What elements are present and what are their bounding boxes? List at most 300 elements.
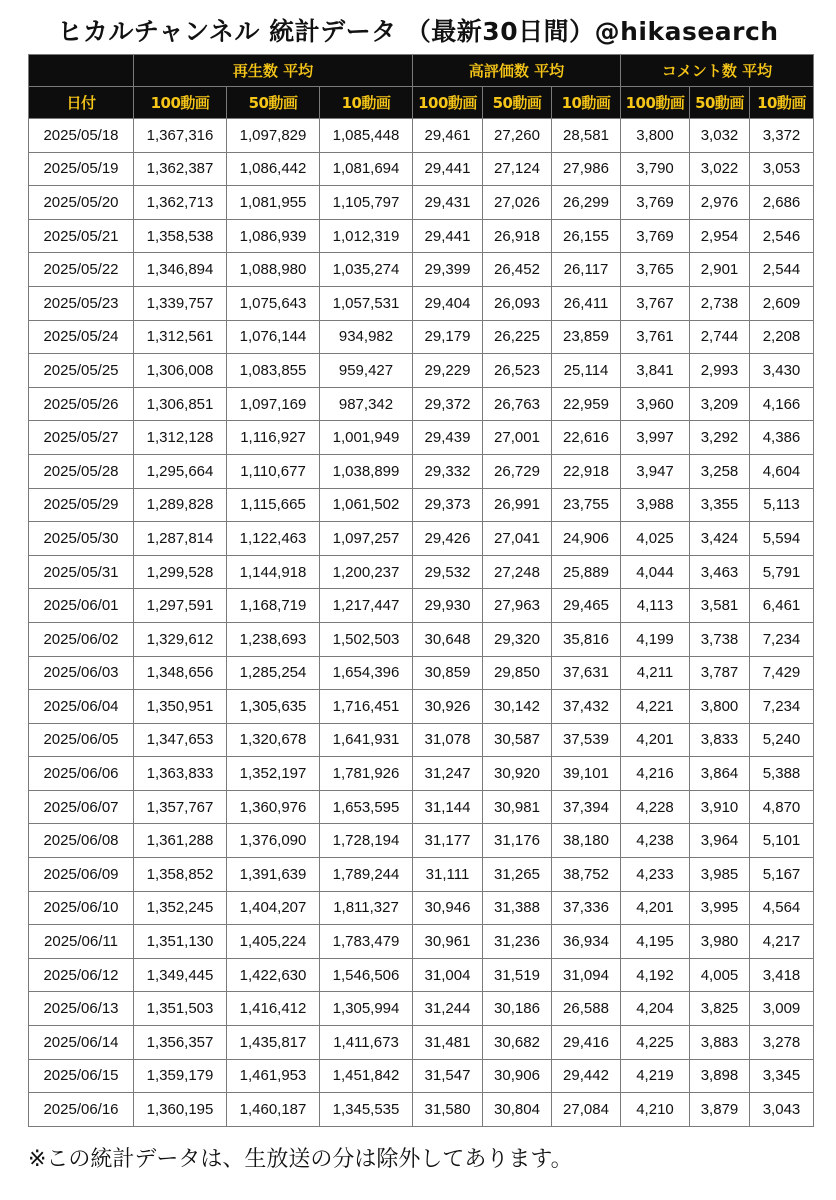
header-likes-10: 10動画 — [552, 87, 621, 119]
cell-comments-100: 4,199 — [621, 622, 690, 656]
cell-likes-100: 29,441 — [413, 219, 483, 253]
cell-likes-100: 31,144 — [413, 790, 483, 824]
cell-date: 2025/06/01 — [29, 589, 134, 623]
cell-views-10: 1,001,949 — [320, 421, 413, 455]
header-blank-cell — [29, 55, 134, 87]
cell-views-10: 1,305,994 — [320, 992, 413, 1026]
cell-views-10: 1,811,327 — [320, 891, 413, 925]
header-group-row — [29, 55, 814, 87]
cell-comments-10: 5,167 — [750, 858, 814, 892]
cell-views-50: 1,083,855 — [227, 354, 320, 388]
cell-comments-10: 3,053 — [750, 152, 814, 186]
cell-likes-10: 28,581 — [552, 119, 621, 153]
table-row — [29, 286, 814, 320]
table-row — [29, 891, 814, 925]
cell-likes-100: 29,532 — [413, 555, 483, 589]
cell-likes-10: 22,918 — [552, 454, 621, 488]
cell-likes-10: 26,299 — [552, 186, 621, 220]
cell-date: 2025/06/09 — [29, 858, 134, 892]
cell-date: 2025/06/04 — [29, 690, 134, 724]
cell-date: 2025/06/06 — [29, 757, 134, 791]
cell-views-100: 1,362,387 — [134, 152, 227, 186]
cell-likes-100: 29,431 — [413, 186, 483, 220]
cell-views-50: 1,285,254 — [227, 656, 320, 690]
table-row — [29, 152, 814, 186]
cell-date: 2025/05/21 — [29, 219, 134, 253]
cell-views-10: 987,342 — [320, 387, 413, 421]
table-row — [29, 757, 814, 791]
cell-date: 2025/06/16 — [29, 1093, 134, 1127]
cell-likes-10: 38,752 — [552, 858, 621, 892]
cell-date: 2025/05/24 — [29, 320, 134, 354]
cell-views-50: 1,110,677 — [227, 454, 320, 488]
cell-views-100: 1,367,316 — [134, 119, 227, 153]
cell-comments-100: 3,790 — [621, 152, 690, 186]
cell-likes-100: 29,332 — [413, 454, 483, 488]
cell-comments-100: 4,201 — [621, 891, 690, 925]
cell-comments-10: 3,278 — [750, 1026, 814, 1060]
cell-comments-100: 4,195 — [621, 925, 690, 959]
header-views-50: 50動画 — [227, 87, 320, 119]
cell-comments-50: 3,883 — [690, 1026, 750, 1060]
cell-comments-50: 3,898 — [690, 1059, 750, 1093]
cell-likes-10: 23,755 — [552, 488, 621, 522]
cell-comments-50: 3,985 — [690, 858, 750, 892]
cell-comments-100: 4,044 — [621, 555, 690, 589]
cell-comments-50: 2,901 — [690, 253, 750, 287]
cell-comments-50: 2,976 — [690, 186, 750, 220]
cell-likes-10: 37,539 — [552, 723, 621, 757]
cell-views-100: 1,350,951 — [134, 690, 227, 724]
cell-comments-100: 4,025 — [621, 522, 690, 556]
cell-likes-50: 30,981 — [483, 790, 552, 824]
cell-likes-50: 27,260 — [483, 119, 552, 153]
cell-views-50: 1,416,412 — [227, 992, 320, 1026]
cell-views-100: 1,358,538 — [134, 219, 227, 253]
cell-comments-100: 4,210 — [621, 1093, 690, 1127]
cell-comments-10: 7,234 — [750, 622, 814, 656]
cell-views-50: 1,088,980 — [227, 253, 320, 287]
table-row — [29, 690, 814, 724]
cell-comments-10: 7,234 — [750, 690, 814, 724]
cell-comments-50: 3,463 — [690, 555, 750, 589]
cell-views-100: 1,306,008 — [134, 354, 227, 388]
cell-likes-10: 39,101 — [552, 757, 621, 791]
cell-comments-100: 4,216 — [621, 757, 690, 791]
cell-comments-50: 2,993 — [690, 354, 750, 388]
cell-date: 2025/05/18 — [29, 119, 134, 153]
cell-comments-50: 3,209 — [690, 387, 750, 421]
cell-views-50: 1,076,144 — [227, 320, 320, 354]
cell-views-50: 1,320,678 — [227, 723, 320, 757]
cell-likes-50: 26,093 — [483, 286, 552, 320]
cell-likes-10: 31,094 — [552, 958, 621, 992]
cell-views-50: 1,391,639 — [227, 858, 320, 892]
table-row — [29, 589, 814, 623]
cell-views-10: 1,035,274 — [320, 253, 413, 287]
cell-comments-10: 3,372 — [750, 119, 814, 153]
table-row — [29, 1093, 814, 1127]
cell-likes-10: 22,959 — [552, 387, 621, 421]
cell-views-10: 1,789,244 — [320, 858, 413, 892]
cell-comments-10: 4,564 — [750, 891, 814, 925]
cell-views-10: 1,057,531 — [320, 286, 413, 320]
table-row — [29, 992, 814, 1026]
cell-likes-100: 29,372 — [413, 387, 483, 421]
cell-date: 2025/06/03 — [29, 656, 134, 690]
cell-likes-50: 31,388 — [483, 891, 552, 925]
table-row — [29, 387, 814, 421]
cell-views-10: 1,038,899 — [320, 454, 413, 488]
table-row — [29, 522, 814, 556]
cell-comments-10: 2,208 — [750, 320, 814, 354]
header-likes-50: 50動画 — [483, 87, 552, 119]
cell-views-10: 1,345,535 — [320, 1093, 413, 1127]
cell-likes-50: 29,320 — [483, 622, 552, 656]
cell-likes-50: 31,519 — [483, 958, 552, 992]
cell-comments-100: 4,192 — [621, 958, 690, 992]
cell-likes-50: 30,682 — [483, 1026, 552, 1060]
cell-views-10: 1,085,448 — [320, 119, 413, 153]
cell-views-50: 1,461,953 — [227, 1059, 320, 1093]
cell-comments-50: 3,995 — [690, 891, 750, 925]
table-row — [29, 320, 814, 354]
cell-likes-50: 26,763 — [483, 387, 552, 421]
cell-comments-100: 4,225 — [621, 1026, 690, 1060]
cell-comments-10: 4,386 — [750, 421, 814, 455]
cell-views-100: 1,299,528 — [134, 555, 227, 589]
cell-likes-10: 25,889 — [552, 555, 621, 589]
cell-comments-100: 3,769 — [621, 186, 690, 220]
cell-views-10: 1,654,396 — [320, 656, 413, 690]
cell-comments-100: 4,201 — [621, 723, 690, 757]
cell-views-50: 1,081,955 — [227, 186, 320, 220]
table-row — [29, 421, 814, 455]
cell-comments-10: 5,594 — [750, 522, 814, 556]
cell-comments-50: 3,980 — [690, 925, 750, 959]
cell-date: 2025/05/23 — [29, 286, 134, 320]
cell-comments-50: 3,032 — [690, 119, 750, 153]
cell-likes-50: 30,587 — [483, 723, 552, 757]
header-sub-row — [29, 87, 814, 119]
cell-comments-10: 2,544 — [750, 253, 814, 287]
cell-likes-50: 27,963 — [483, 589, 552, 623]
cell-comments-10: 3,430 — [750, 354, 814, 388]
cell-views-10: 1,728,194 — [320, 824, 413, 858]
cell-comments-50: 3,864 — [690, 757, 750, 791]
cell-likes-100: 29,426 — [413, 522, 483, 556]
table-row — [29, 119, 814, 153]
cell-comments-50: 3,581 — [690, 589, 750, 623]
cell-likes-10: 35,816 — [552, 622, 621, 656]
cell-comments-100: 4,221 — [621, 690, 690, 724]
cell-likes-10: 22,616 — [552, 421, 621, 455]
cell-likes-100: 29,930 — [413, 589, 483, 623]
cell-comments-10: 2,686 — [750, 186, 814, 220]
cell-likes-100: 31,004 — [413, 958, 483, 992]
cell-date: 2025/06/12 — [29, 958, 134, 992]
header-group-views: 再生数 平均 — [134, 55, 413, 87]
cell-likes-100: 29,179 — [413, 320, 483, 354]
cell-views-10: 1,781,926 — [320, 757, 413, 791]
table-row — [29, 253, 814, 287]
cell-comments-10: 4,166 — [750, 387, 814, 421]
cell-likes-50: 27,248 — [483, 555, 552, 589]
cell-likes-50: 31,236 — [483, 925, 552, 959]
cell-likes-10: 37,631 — [552, 656, 621, 690]
cell-views-100: 1,351,503 — [134, 992, 227, 1026]
cell-views-100: 1,363,833 — [134, 757, 227, 791]
cell-date: 2025/05/31 — [29, 555, 134, 589]
table-row — [29, 858, 814, 892]
cell-views-100: 1,347,653 — [134, 723, 227, 757]
cell-date: 2025/06/13 — [29, 992, 134, 1026]
cell-likes-10: 38,180 — [552, 824, 621, 858]
cell-comments-50: 3,910 — [690, 790, 750, 824]
cell-views-10: 959,427 — [320, 354, 413, 388]
cell-views-50: 1,168,719 — [227, 589, 320, 623]
cell-comments-50: 3,258 — [690, 454, 750, 488]
cell-date: 2025/05/20 — [29, 186, 134, 220]
cell-likes-10: 26,588 — [552, 992, 621, 1026]
cell-comments-100: 4,204 — [621, 992, 690, 1026]
cell-views-50: 1,404,207 — [227, 891, 320, 925]
cell-comments-100: 3,761 — [621, 320, 690, 354]
header-group-comments: コメント数 平均 — [621, 55, 814, 87]
cell-comments-100: 4,228 — [621, 790, 690, 824]
cell-comments-100: 3,997 — [621, 421, 690, 455]
cell-comments-100: 4,219 — [621, 1059, 690, 1093]
cell-comments-10: 5,113 — [750, 488, 814, 522]
cell-views-50: 1,352,197 — [227, 757, 320, 791]
cell-likes-100: 30,961 — [413, 925, 483, 959]
cell-views-100: 1,297,591 — [134, 589, 227, 623]
cell-likes-100: 29,373 — [413, 488, 483, 522]
cell-comments-10: 3,043 — [750, 1093, 814, 1127]
cell-likes-100: 31,111 — [413, 858, 483, 892]
cell-comments-10: 2,609 — [750, 286, 814, 320]
cell-views-50: 1,435,817 — [227, 1026, 320, 1060]
cell-date: 2025/05/22 — [29, 253, 134, 287]
cell-likes-50: 27,041 — [483, 522, 552, 556]
cell-views-100: 1,351,130 — [134, 925, 227, 959]
cell-likes-100: 31,244 — [413, 992, 483, 1026]
cell-comments-10: 5,240 — [750, 723, 814, 757]
cell-views-10: 1,061,502 — [320, 488, 413, 522]
cell-likes-100: 29,404 — [413, 286, 483, 320]
cell-views-10: 934,982 — [320, 320, 413, 354]
cell-comments-100: 4,233 — [621, 858, 690, 892]
cell-views-100: 1,358,852 — [134, 858, 227, 892]
cell-views-10: 1,411,673 — [320, 1026, 413, 1060]
cell-comments-100: 3,769 — [621, 219, 690, 253]
cell-likes-100: 31,177 — [413, 824, 483, 858]
cell-views-100: 1,289,828 — [134, 488, 227, 522]
cell-comments-10: 3,345 — [750, 1059, 814, 1093]
cell-comments-100: 4,211 — [621, 656, 690, 690]
cell-comments-10: 6,461 — [750, 589, 814, 623]
cell-likes-10: 27,084 — [552, 1093, 621, 1127]
cell-comments-50: 3,787 — [690, 656, 750, 690]
cell-views-10: 1,105,797 — [320, 186, 413, 220]
cell-comments-50: 3,738 — [690, 622, 750, 656]
cell-comments-10: 4,870 — [750, 790, 814, 824]
cell-likes-50: 26,918 — [483, 219, 552, 253]
cell-date: 2025/06/10 — [29, 891, 134, 925]
cell-comments-100: 3,800 — [621, 119, 690, 153]
cell-likes-10: 37,336 — [552, 891, 621, 925]
cell-views-100: 1,295,664 — [134, 454, 227, 488]
cell-views-10: 1,217,447 — [320, 589, 413, 623]
cell-comments-10: 5,101 — [750, 824, 814, 858]
cell-views-100: 1,339,757 — [134, 286, 227, 320]
cell-likes-50: 26,452 — [483, 253, 552, 287]
cell-date: 2025/06/07 — [29, 790, 134, 824]
cell-views-10: 1,502,503 — [320, 622, 413, 656]
cell-date: 2025/05/19 — [29, 152, 134, 186]
cell-views-10: 1,783,479 — [320, 925, 413, 959]
table-row — [29, 354, 814, 388]
cell-views-50: 1,305,635 — [227, 690, 320, 724]
table-row — [29, 1026, 814, 1060]
cell-views-50: 1,075,643 — [227, 286, 320, 320]
cell-views-50: 1,122,463 — [227, 522, 320, 556]
cell-views-100: 1,312,561 — [134, 320, 227, 354]
cell-views-10: 1,653,595 — [320, 790, 413, 824]
cell-likes-10: 37,432 — [552, 690, 621, 724]
cell-likes-100: 29,399 — [413, 253, 483, 287]
cell-likes-50: 30,142 — [483, 690, 552, 724]
cell-date: 2025/05/27 — [29, 421, 134, 455]
cell-likes-100: 29,461 — [413, 119, 483, 153]
cell-comments-50: 2,954 — [690, 219, 750, 253]
cell-likes-50: 27,026 — [483, 186, 552, 220]
cell-views-50: 1,115,665 — [227, 488, 320, 522]
cell-date: 2025/05/26 — [29, 387, 134, 421]
cell-comments-100: 3,767 — [621, 286, 690, 320]
cell-views-50: 1,422,630 — [227, 958, 320, 992]
cell-likes-50: 30,804 — [483, 1093, 552, 1127]
cell-views-100: 1,346,894 — [134, 253, 227, 287]
cell-comments-10: 3,418 — [750, 958, 814, 992]
stats-table — [28, 54, 814, 1127]
cell-likes-50: 26,991 — [483, 488, 552, 522]
cell-date: 2025/05/28 — [29, 454, 134, 488]
cell-views-50: 1,116,927 — [227, 421, 320, 455]
table-row — [29, 723, 814, 757]
cell-likes-10: 29,416 — [552, 1026, 621, 1060]
header-views-100: 100動画 — [134, 87, 227, 119]
cell-likes-50: 31,176 — [483, 824, 552, 858]
table-row — [29, 622, 814, 656]
cell-views-50: 1,405,224 — [227, 925, 320, 959]
cell-likes-100: 29,441 — [413, 152, 483, 186]
cell-views-50: 1,460,187 — [227, 1093, 320, 1127]
cell-likes-50: 26,225 — [483, 320, 552, 354]
table-row — [29, 1059, 814, 1093]
cell-views-50: 1,086,939 — [227, 219, 320, 253]
cell-views-50: 1,097,829 — [227, 119, 320, 153]
cell-views-100: 1,352,245 — [134, 891, 227, 925]
cell-likes-100: 30,859 — [413, 656, 483, 690]
cell-date: 2025/06/02 — [29, 622, 134, 656]
table-row — [29, 790, 814, 824]
cell-comments-10: 4,217 — [750, 925, 814, 959]
table-header — [29, 55, 814, 119]
cell-likes-10: 29,442 — [552, 1059, 621, 1093]
cell-likes-10: 26,155 — [552, 219, 621, 253]
cell-likes-50: 26,523 — [483, 354, 552, 388]
cell-views-100: 1,357,767 — [134, 790, 227, 824]
cell-comments-50: 3,424 — [690, 522, 750, 556]
cell-views-50: 1,086,442 — [227, 152, 320, 186]
cell-comments-10: 2,546 — [750, 219, 814, 253]
cell-date: 2025/05/30 — [29, 522, 134, 556]
page-title: ヒカルチャンネル 統計データ （最新30日間）@hikasearch — [57, 17, 779, 46]
cell-comments-10: 5,791 — [750, 555, 814, 589]
cell-comments-50: 3,964 — [690, 824, 750, 858]
cell-comments-100: 3,988 — [621, 488, 690, 522]
cell-likes-100: 29,229 — [413, 354, 483, 388]
cell-comments-50: 3,825 — [690, 992, 750, 1026]
cell-likes-10: 37,394 — [552, 790, 621, 824]
cell-date: 2025/06/14 — [29, 1026, 134, 1060]
table-row — [29, 656, 814, 690]
cell-views-10: 1,097,257 — [320, 522, 413, 556]
cell-date: 2025/06/11 — [29, 925, 134, 959]
cell-likes-100: 29,439 — [413, 421, 483, 455]
cell-comments-50: 2,744 — [690, 320, 750, 354]
cell-comments-100: 3,841 — [621, 354, 690, 388]
cell-comments-50: 3,800 — [690, 690, 750, 724]
cell-views-100: 1,312,128 — [134, 421, 227, 455]
cell-comments-50: 4,005 — [690, 958, 750, 992]
cell-comments-50: 3,879 — [690, 1093, 750, 1127]
cell-views-50: 1,238,693 — [227, 622, 320, 656]
table-row — [29, 454, 814, 488]
cell-likes-100: 30,926 — [413, 690, 483, 724]
table-row — [29, 488, 814, 522]
table-row — [29, 824, 814, 858]
header-comments-100: 100動画 — [621, 87, 690, 119]
cell-views-10: 1,716,451 — [320, 690, 413, 724]
cell-likes-100: 31,547 — [413, 1059, 483, 1093]
cell-likes-50: 26,729 — [483, 454, 552, 488]
cell-views-10: 1,546,506 — [320, 958, 413, 992]
cell-views-100: 1,306,851 — [134, 387, 227, 421]
header-date: 日付 — [29, 87, 134, 119]
cell-comments-100: 3,960 — [621, 387, 690, 421]
cell-views-10: 1,200,237 — [320, 555, 413, 589]
cell-comments-50: 3,355 — [690, 488, 750, 522]
cell-views-50: 1,360,976 — [227, 790, 320, 824]
cell-views-10: 1,081,694 — [320, 152, 413, 186]
table-row — [29, 925, 814, 959]
cell-likes-10: 26,117 — [552, 253, 621, 287]
cell-likes-100: 30,648 — [413, 622, 483, 656]
cell-views-100: 1,348,656 — [134, 656, 227, 690]
cell-views-100: 1,356,357 — [134, 1026, 227, 1060]
cell-date: 2025/06/08 — [29, 824, 134, 858]
cell-likes-100: 31,078 — [413, 723, 483, 757]
cell-comments-10: 5,388 — [750, 757, 814, 791]
cell-likes-10: 36,934 — [552, 925, 621, 959]
cell-comments-100: 4,113 — [621, 589, 690, 623]
header-comments-10: 10動画 — [750, 87, 814, 119]
cell-views-10: 1,012,319 — [320, 219, 413, 253]
cell-comments-100: 3,765 — [621, 253, 690, 287]
cell-date: 2025/05/29 — [29, 488, 134, 522]
